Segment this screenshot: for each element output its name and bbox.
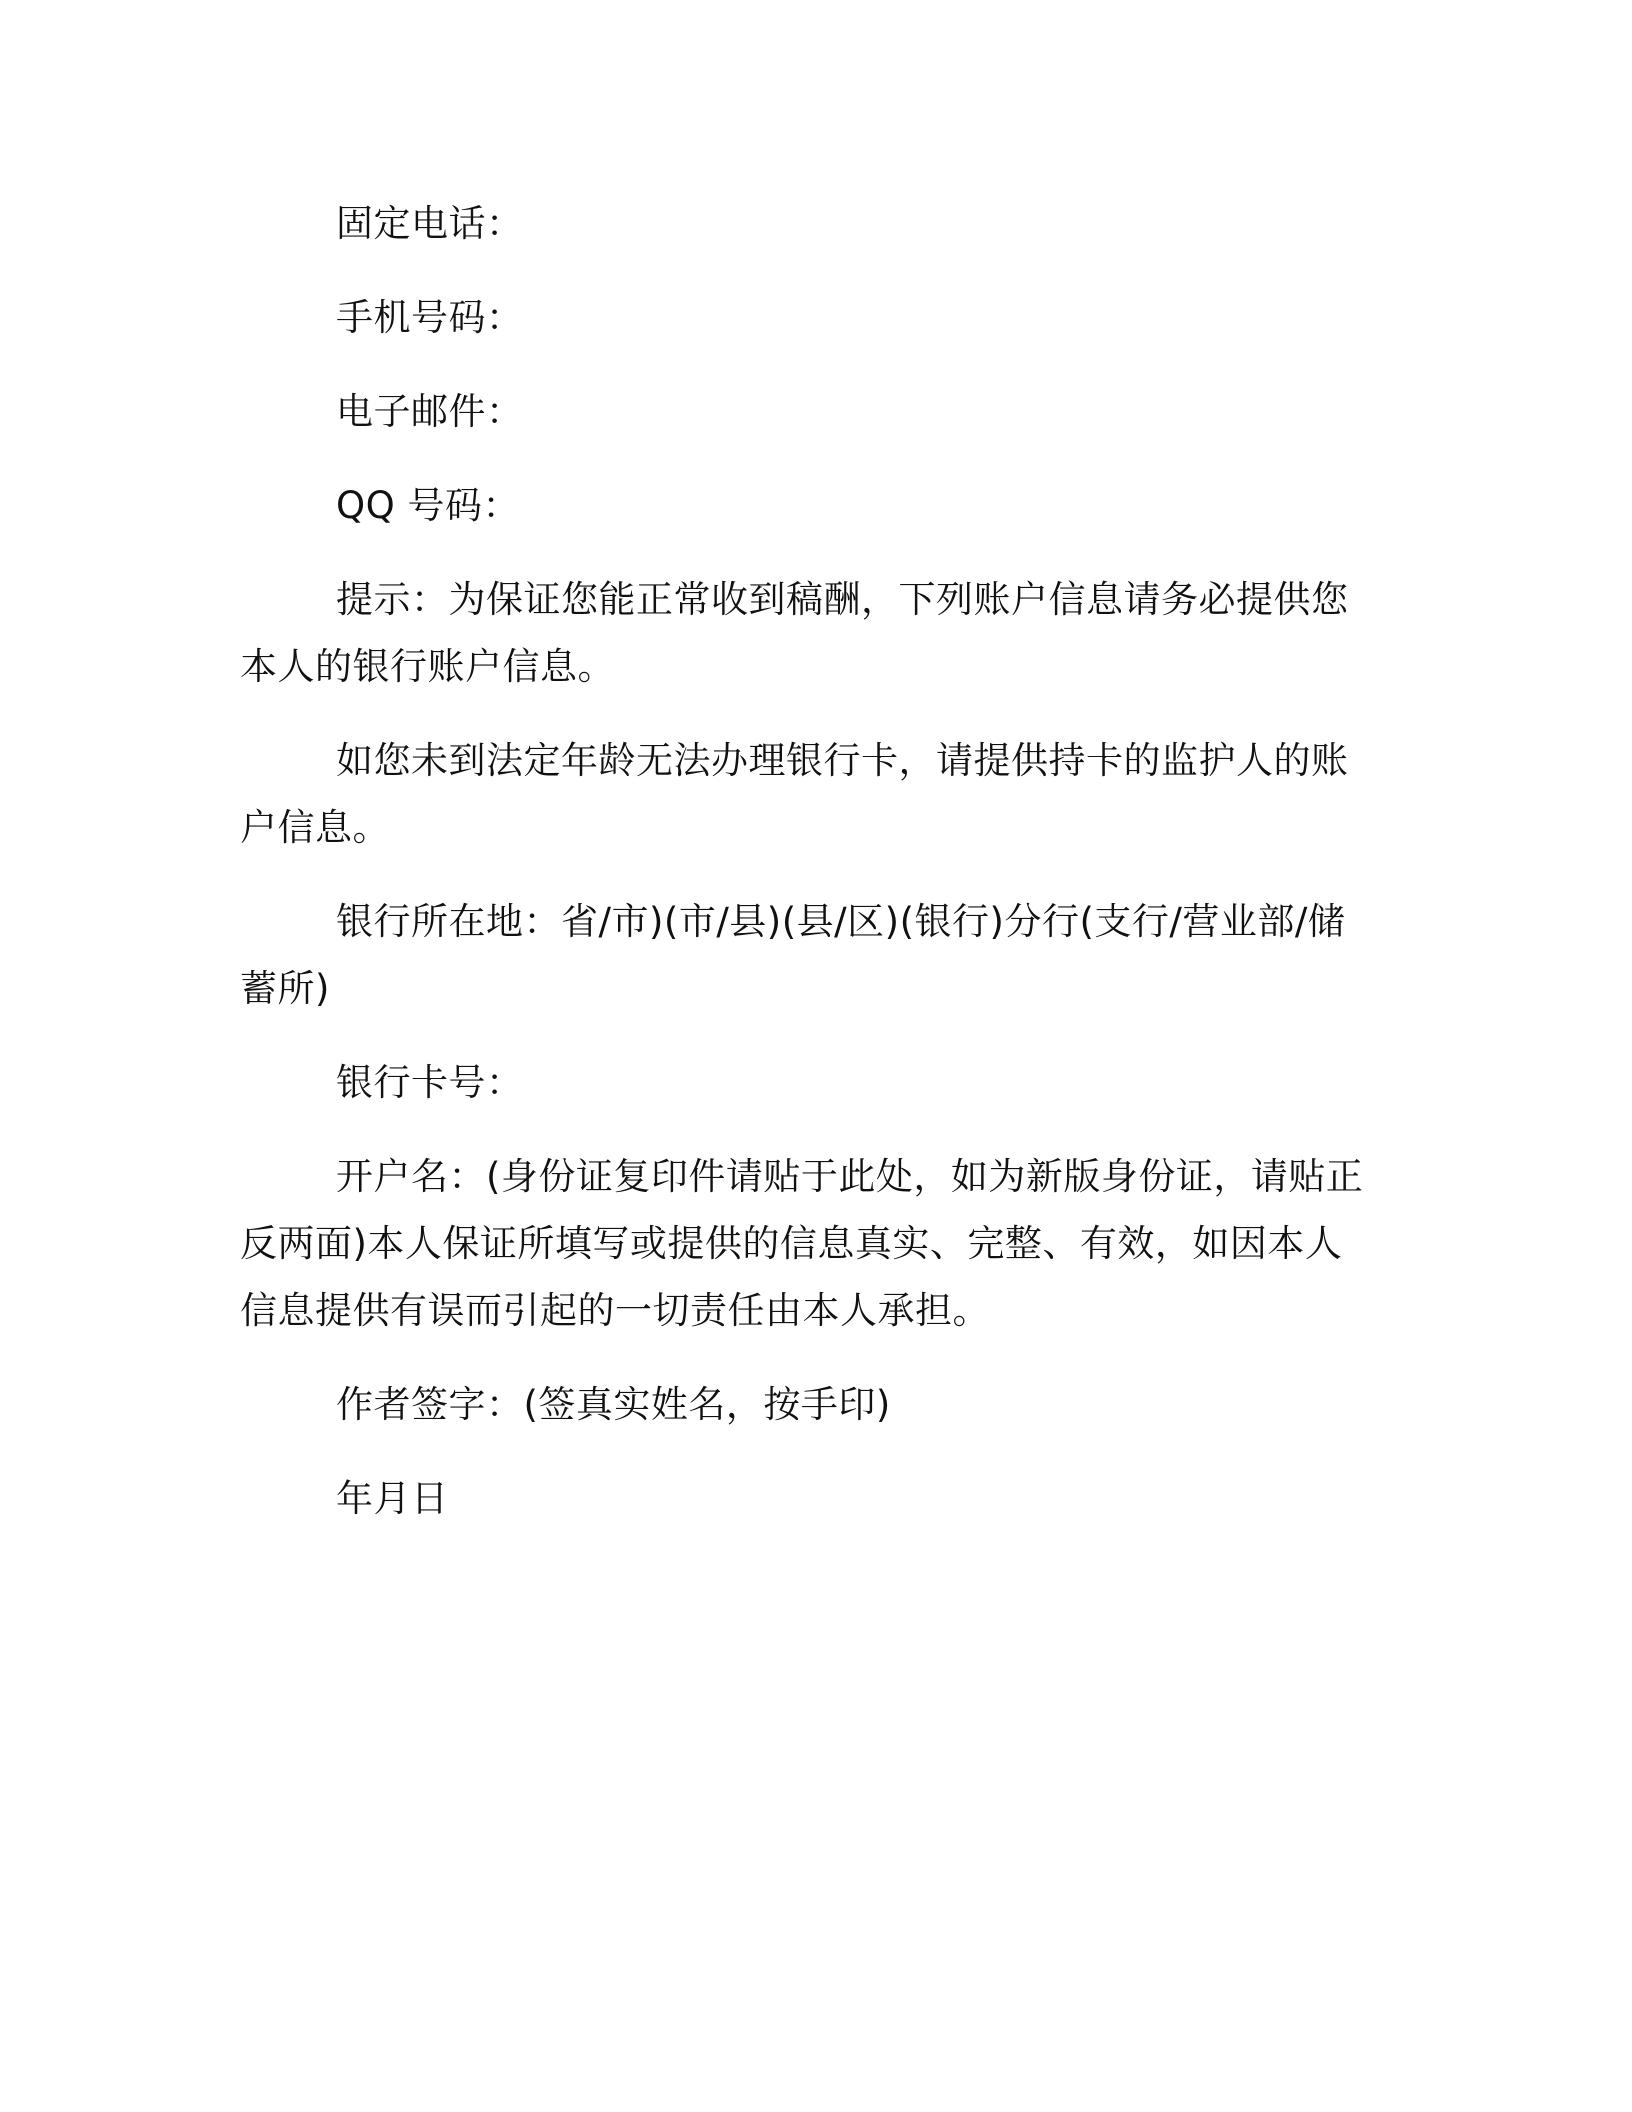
bank-location-field: 银行所在地：省/市)(市/县)(县/区)(银行)分行(支行/营业部/储蓄所) bbox=[240, 900, 1346, 1010]
email-field: 电子邮件： bbox=[336, 390, 524, 433]
mobile-number-field: 手机号码： bbox=[336, 296, 524, 339]
author-signature-field: 作者签字：(签真实姓名，按手印) bbox=[336, 1383, 891, 1426]
landline-phone-field: 固定电话： bbox=[336, 202, 524, 245]
bank-card-number-field: 银行卡号： bbox=[336, 1061, 524, 1104]
qq-number-field: QQ 号码： bbox=[336, 484, 521, 527]
account-name-declaration: 开户名：(身份证复印件请贴于此处，如为新版身份证，请贴正反两面)本人保证所填写或提供的信息真实、完整、有效，如因本人信息提供有误而引起的一切责任由本人承担。 bbox=[240, 1155, 1364, 1332]
document-body bbox=[240, 190, 1375, 1559]
guardian-account-notice: 如您未到法定年龄无法办理银行卡，请提供持卡的监护人的账户信息。 bbox=[240, 739, 1349, 849]
bank-info-notice: 提示：为保证您能正常收到稿酬，下列账户信息请务必提供您本人的银行账户信息。 bbox=[240, 578, 1349, 688]
date-field: 年月日 bbox=[336, 1477, 449, 1520]
